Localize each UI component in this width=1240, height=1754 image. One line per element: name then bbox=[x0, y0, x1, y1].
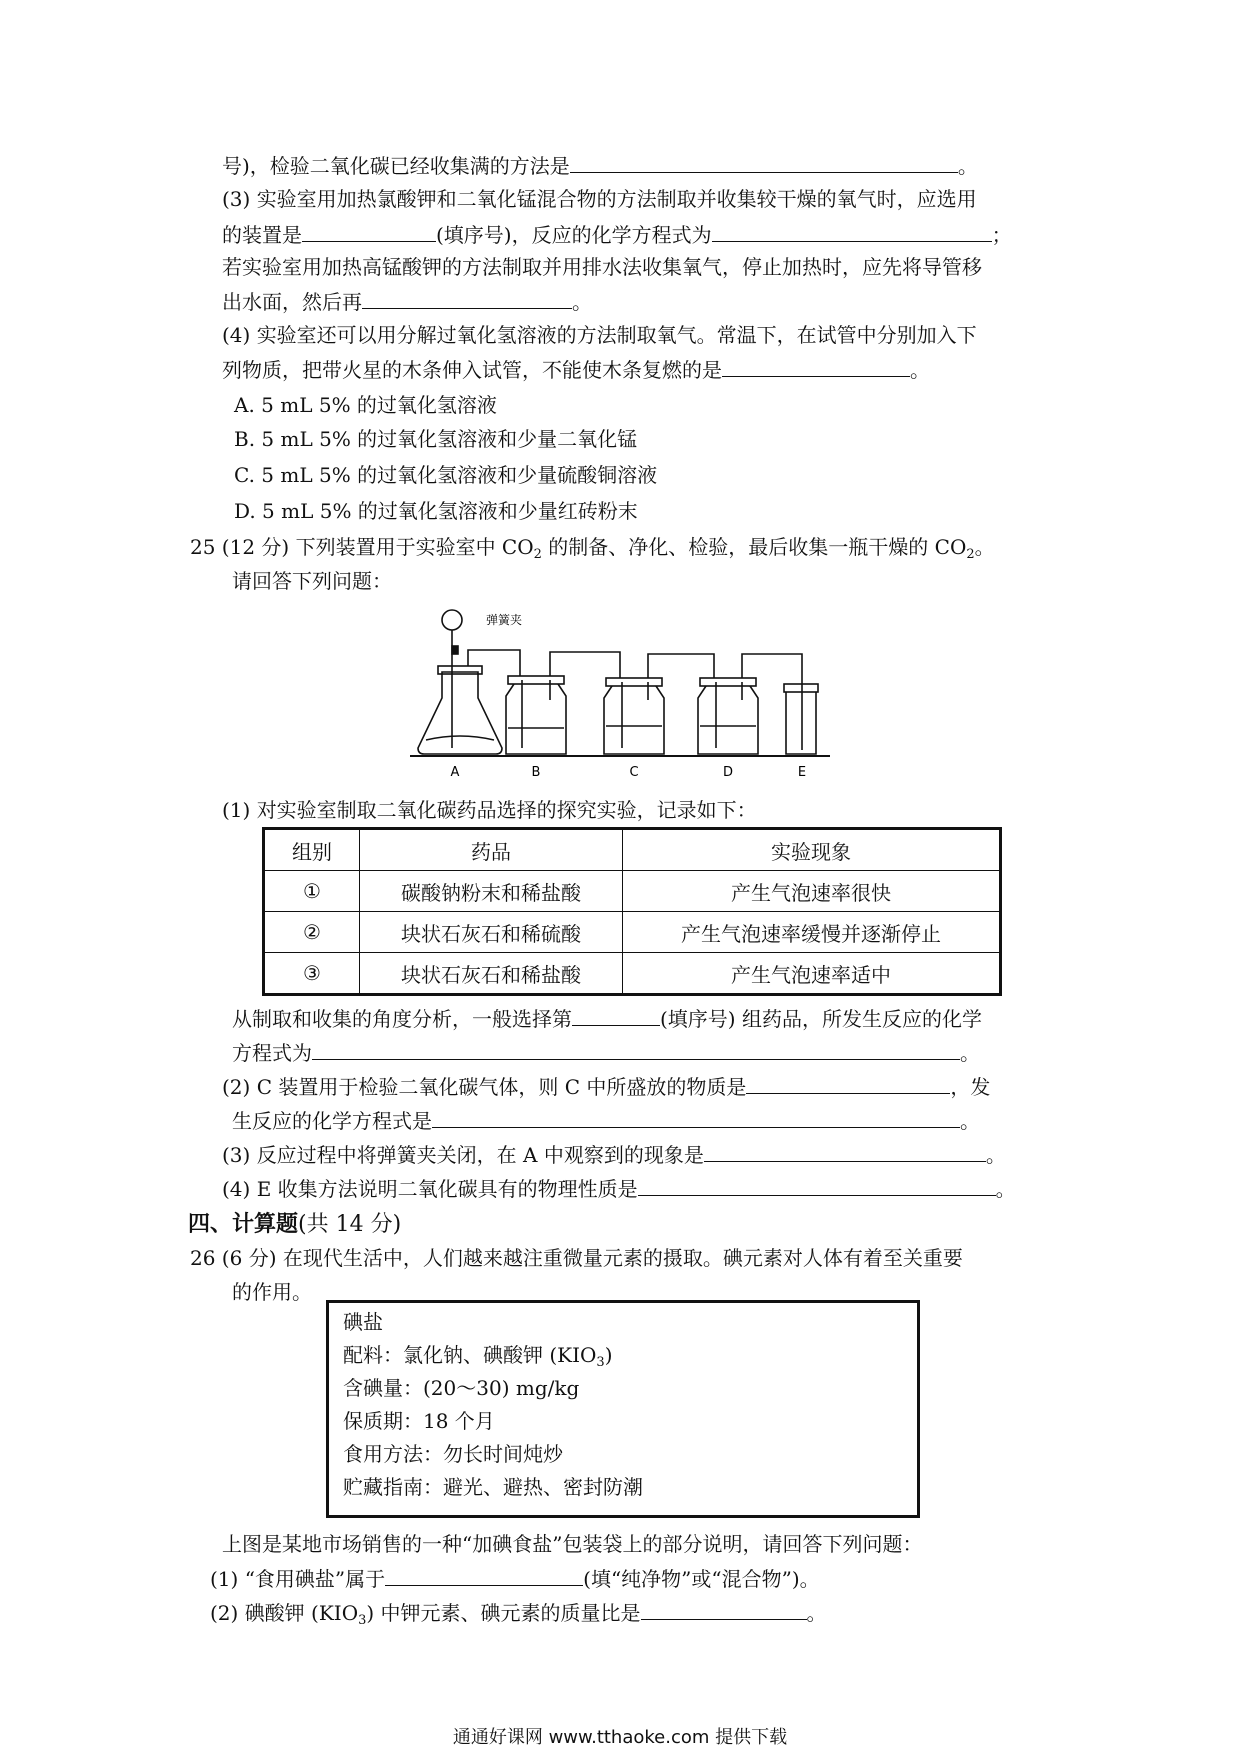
bottle-e bbox=[786, 692, 816, 754]
bottle-b bbox=[506, 684, 566, 754]
q26-1-line bbox=[210, 1563, 820, 1594]
q26-description: 上图是某地市场销售的一种“加碘食盐”包装袋上的部分说明，请回答下列问题： bbox=[222, 1532, 923, 1556]
header-cell: 组别 bbox=[264, 829, 360, 871]
answer-blank[interactable] bbox=[704, 1139, 986, 1162]
text: 的装置是 bbox=[222, 223, 302, 247]
table-cell: 块状石灰石和稀硫酸 bbox=[360, 912, 623, 953]
answer-blank[interactable] bbox=[746, 1071, 950, 1094]
table-cell: ② bbox=[264, 912, 360, 953]
q24-3-line-2 bbox=[222, 219, 1012, 250]
analysis-line-2 bbox=[232, 1037, 980, 1068]
q24-3-line-4 bbox=[222, 286, 592, 317]
q25-2-line-1 bbox=[222, 1071, 990, 1102]
flask-a bbox=[418, 672, 502, 754]
q26-line-2: 的作用。 bbox=[232, 1280, 312, 1304]
q25-line-1 bbox=[190, 532, 995, 570]
text: 。 bbox=[960, 1041, 980, 1065]
label-c: C bbox=[629, 765, 639, 780]
text: 。 bbox=[910, 358, 930, 382]
answer-blank[interactable] bbox=[638, 1173, 996, 1196]
label-b: B bbox=[531, 765, 541, 780]
text: 的制备、净化、检验，最后收集一瓶干燥的 CO bbox=[541, 535, 967, 559]
text: 生反应的化学方程式是 bbox=[232, 1109, 432, 1133]
text: (1) “食用碘盐”属于 bbox=[210, 1567, 386, 1591]
section-4-heading bbox=[188, 1209, 401, 1240]
text: (2) 碘酸钾 (KIO bbox=[210, 1601, 359, 1625]
q24-4-line-2 bbox=[222, 354, 930, 385]
q24-4-line-1: (4) 实验室还可以用分解过氧化氢溶液的方法制取氧气。常温下，在试管中分别加入下 bbox=[222, 323, 977, 347]
text: 。 bbox=[995, 1177, 1016, 1201]
section-title: 四、计算题 bbox=[188, 1211, 299, 1237]
option-c: C. 5 mL 5% 的过氧化氢溶液和少量硫酸铜溶液 bbox=[234, 463, 658, 487]
apparatus-diagram bbox=[410, 600, 860, 780]
q24-3-line-3: 若实验室用加热高锰酸钾的方法制取并用排水法收集氧气，停止加热时，应先将导管移 bbox=[222, 255, 982, 279]
table-cell: 产生气泡速率缓慢并逐渐停止 bbox=[623, 912, 1001, 953]
text: 从制取和收集的角度分析，一般选择第 bbox=[232, 1007, 572, 1031]
label-iodine-content: 含碘量：(20～30) mg/kg bbox=[343, 1376, 580, 1400]
text: 。 bbox=[572, 290, 592, 314]
page-footer: 通通好课网 www.tthaoke.com 提供下载 bbox=[452, 1727, 788, 1748]
text: 列物质，把带火星的木条伸入试管，不能使木条复燃的是 bbox=[222, 358, 722, 382]
answer-blank[interactable] bbox=[712, 219, 992, 242]
label-usage: 食用方法：勿长时间炖炒 bbox=[343, 1442, 563, 1466]
table-header-row bbox=[264, 829, 1001, 871]
q25-4-line bbox=[222, 1173, 1016, 1204]
option-a: A. 5 mL 5% 的过氧化氢溶液 bbox=[234, 393, 497, 417]
text: ，发 bbox=[950, 1075, 991, 1099]
table-cell: 碳酸钠粉末和稀盐酸 bbox=[360, 871, 623, 912]
label-storage: 贮藏指南：避光、避热、密封防潮 bbox=[343, 1475, 643, 1499]
iodized-salt-label bbox=[326, 1300, 920, 1518]
text: 25 (12 分) 下列装置用于实验室中 CO bbox=[190, 535, 534, 559]
spring-clip bbox=[452, 646, 458, 654]
text: (4) E 收集方法说明二氧化碳具有的物理性质是 bbox=[222, 1177, 638, 1201]
label-shelf-life: 保质期：18 个月 bbox=[343, 1409, 495, 1433]
text: (3) 反应过程中将弹簧夹关闭，在 A 中观察到的现象是 bbox=[222, 1143, 704, 1167]
text: ) 中钾元素、碘元素的质量比是 bbox=[366, 1601, 641, 1625]
q25-line-2: 请回答下列问题： bbox=[232, 569, 392, 593]
q26-line-1: 26 (6 分) 在现代生活中，人们越来越注重微量元素的摄取。碘元素对人体有着至关重要 bbox=[190, 1246, 963, 1270]
section-points: (共 14 分) bbox=[298, 1212, 402, 1237]
q25-2-line-2 bbox=[232, 1105, 980, 1136]
label-a: A bbox=[450, 765, 460, 780]
text: 号)，检验二氧化碳已经收集满的方法是 bbox=[222, 154, 570, 178]
answer-blank[interactable] bbox=[385, 1563, 583, 1586]
subscript: 2 bbox=[533, 547, 542, 562]
answer-blank[interactable] bbox=[302, 219, 436, 242]
subscript: 2 bbox=[966, 547, 975, 562]
option-d: D. 5 mL 5% 的过氧化氢溶液和少量红砖粉末 bbox=[234, 499, 638, 523]
text: 配料：氯化钠、碘酸钾 (KIO bbox=[343, 1343, 597, 1367]
separatory-funnel bbox=[442, 610, 462, 630]
text: 。 bbox=[806, 1601, 827, 1625]
text: 。 bbox=[960, 1109, 980, 1133]
header-cell: 药品 bbox=[360, 829, 623, 871]
text: (2) C 装置用于检验二氧化碳气体，则 C 中所盛放的物质是 bbox=[222, 1075, 747, 1099]
experiment-table bbox=[262, 827, 1002, 996]
answer-blank[interactable] bbox=[722, 354, 910, 377]
q26-2-line bbox=[210, 1597, 827, 1636]
label-e: E bbox=[797, 765, 807, 780]
table-cell: 产生气泡速率适中 bbox=[623, 953, 1001, 995]
q25-3-line bbox=[222, 1139, 1006, 1170]
table-cell: ③ bbox=[264, 953, 360, 995]
answer-blank[interactable] bbox=[432, 1105, 960, 1128]
q25-1-line: (1) 对实验室制取二氧化碳药品选择的探究实验，记录如下： bbox=[222, 798, 757, 822]
text: (填序号)，反应的化学方程式为 bbox=[436, 223, 712, 247]
text: (填“纯净物”或“混合物”)。 bbox=[583, 1567, 820, 1591]
text: 。 bbox=[985, 1143, 1006, 1167]
text: 方程式为 bbox=[232, 1041, 312, 1065]
subscript: 3 bbox=[358, 1613, 367, 1628]
text: ； bbox=[991, 223, 1012, 247]
text: 。 bbox=[974, 535, 995, 559]
text: (填序号) 组药品，所发生反应的化学 bbox=[660, 1007, 982, 1031]
header-cell: 实验现象 bbox=[623, 829, 1001, 871]
answer-blank[interactable] bbox=[362, 286, 572, 309]
q24-3-line-1: (3) 实验室用加热氯酸钾和二氧化锰混合物的方法制取并收集较干燥的氧气时，应选用 bbox=[222, 187, 977, 211]
table-row bbox=[264, 953, 1001, 995]
text: ) bbox=[604, 1343, 613, 1367]
table-cell: 产生气泡速率很快 bbox=[623, 871, 1001, 912]
q24-line-1 bbox=[222, 150, 978, 181]
table-row bbox=[264, 912, 1001, 953]
answer-blank[interactable] bbox=[572, 1003, 660, 1026]
table-cell: ① bbox=[264, 871, 360, 912]
answer-blank[interactable] bbox=[570, 150, 958, 173]
answer-blank[interactable] bbox=[641, 1597, 807, 1620]
answer-blank[interactable] bbox=[312, 1037, 960, 1060]
option-b: B. 5 mL 5% 的过氧化氢溶液和少量二氧化锰 bbox=[234, 427, 638, 451]
text: 出水面，然后再 bbox=[222, 290, 362, 314]
label-d: D bbox=[722, 765, 734, 780]
text: 。 bbox=[957, 154, 978, 178]
table-row bbox=[264, 871, 1001, 912]
spring-clip-label: 弹簧夹 bbox=[486, 613, 523, 627]
label-title: 碘盐 bbox=[343, 1310, 383, 1334]
subscript: 3 bbox=[596, 1355, 605, 1370]
bottle-c bbox=[604, 686, 664, 754]
bottle-d bbox=[698, 686, 758, 754]
analysis-line-1 bbox=[232, 1003, 982, 1034]
table-cell: 块状石灰石和稀盐酸 bbox=[360, 953, 623, 995]
